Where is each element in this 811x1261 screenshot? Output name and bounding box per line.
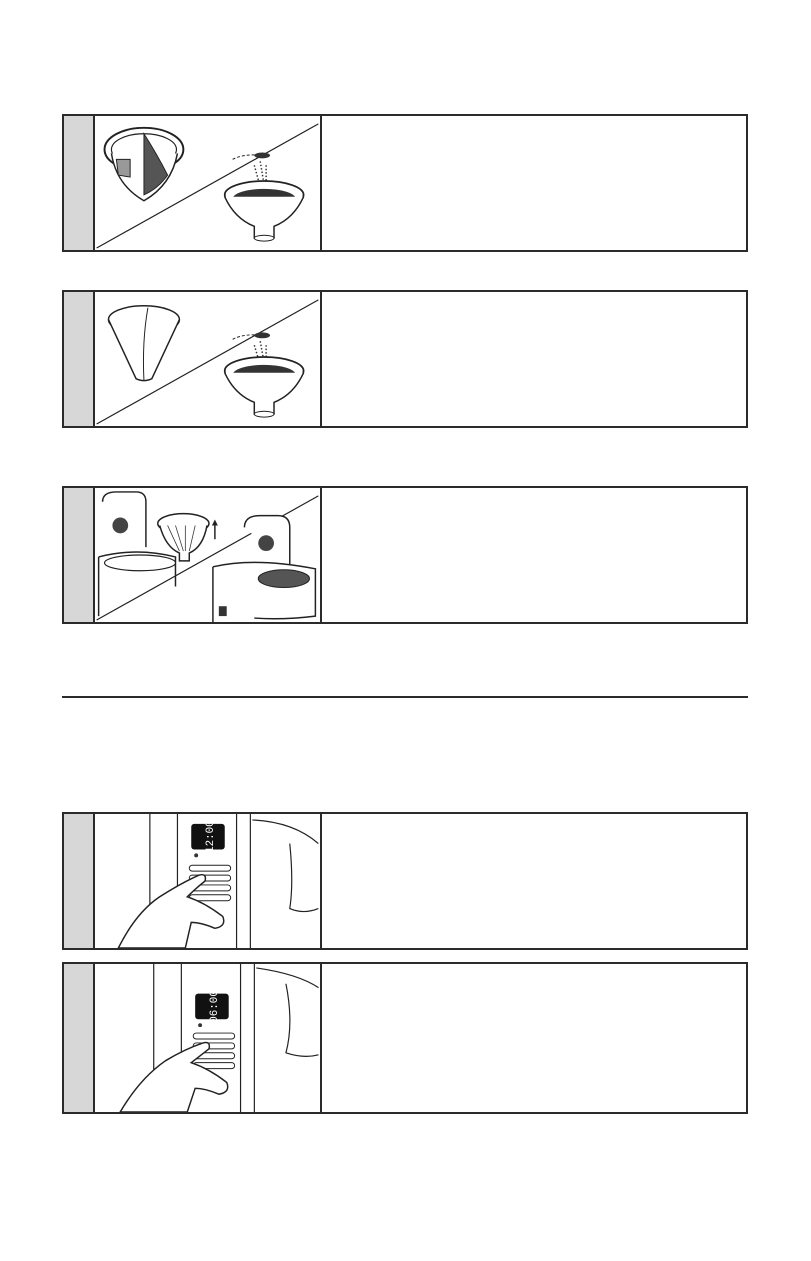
step-1-text: [322, 116, 746, 250]
permanent-filter-icon: [105, 128, 184, 201]
step-3: [62, 486, 748, 624]
filter-holder-lift-icon: [158, 514, 218, 561]
filter-holder-icon: [225, 357, 304, 417]
step-4: [62, 812, 748, 950]
step-tab: [64, 116, 95, 250]
step-5-illustration: [95, 964, 322, 1112]
clock-display-text: 06:00: [208, 990, 221, 1023]
step-2-illustration: [95, 292, 322, 426]
clock-panel-illustration: [95, 964, 320, 1112]
step-2-text: [322, 292, 746, 426]
paper-filter-icon: [108, 306, 179, 381]
step-4-text: [322, 814, 746, 948]
filter-holder-icon: [225, 181, 304, 241]
step-tab: [64, 964, 95, 1112]
step-tab: [64, 488, 95, 622]
section-divider: [62, 696, 748, 698]
step-2: [62, 290, 748, 428]
step-5-text: [322, 964, 746, 1112]
step-1-illustration: [95, 116, 322, 250]
clock-panel-illustration: [95, 814, 320, 948]
step-5: [62, 962, 748, 1114]
step-tab: [64, 814, 95, 948]
step-tab: [64, 292, 95, 426]
step-4-illustration: [95, 814, 322, 948]
insert-filter-illustration: [95, 488, 320, 622]
clock-display-text: 12:00: [204, 820, 217, 853]
coffee-maker-icon: [213, 516, 315, 622]
step-1: [62, 114, 748, 252]
step-3-text: [322, 488, 746, 622]
paper-filter-illustration: [95, 292, 320, 426]
permanent-filter-illustration: [95, 116, 320, 250]
step-3-illustration: [95, 488, 322, 622]
